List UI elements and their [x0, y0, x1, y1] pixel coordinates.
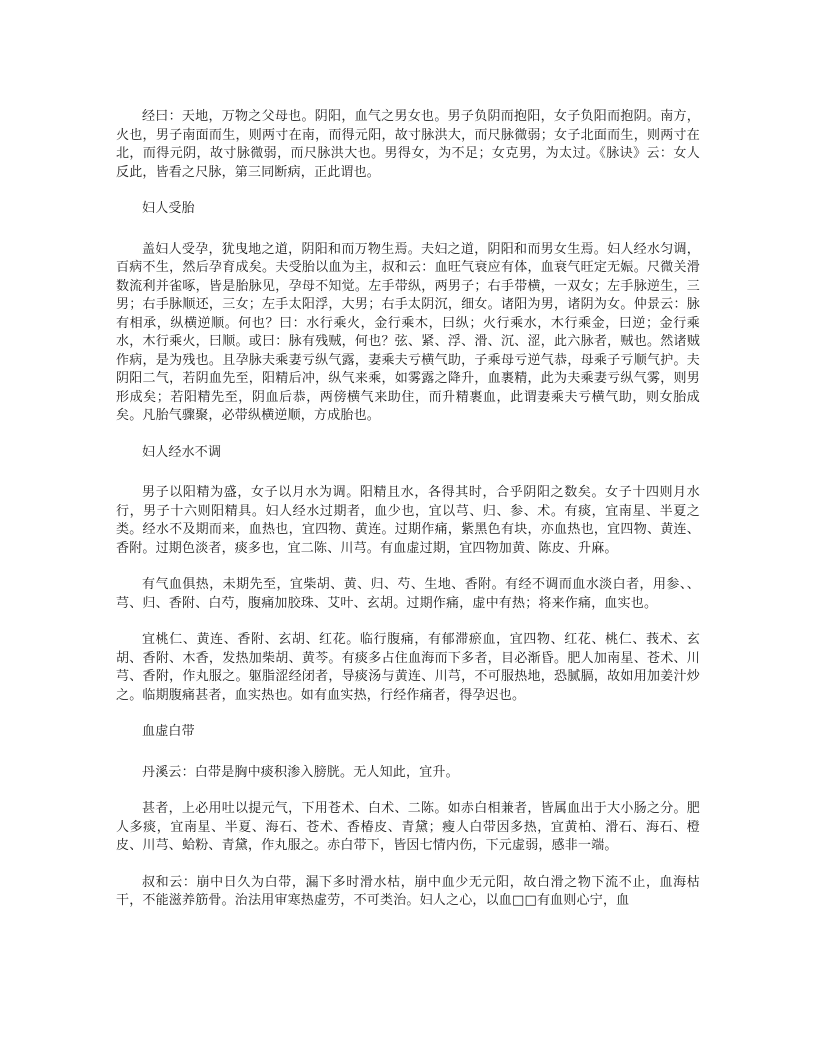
paragraph-jing-shui-1: 男子以阳精为盛，女子以月水为调。阳精且水，各得其时，合乎阴阳之数矣。女子十四则月水行，男子十六则阳精具。妇人经水过期者，血少也，宜以芎、归、参、术。有痰，宜南星、半夏之类。经水不及期而来，血热也，宜四物、黄连。过期作痛，紫黑色有块，亦血热也，宜四物、黄连、香附。过期色淡者，痰多也，宜二陈、川芎。有血虚过期，宜四物加黄、陈皮、升麻。 — [116, 485, 700, 556]
paragraph-shu-he: 叔和云：崩中日久为白带，漏下多时滑水枯，崩中血少无元阳，故白滑之物下流不止，血海枯干，不能滋养筋骨。治法用审寒热虚劳，不可类治。妇人之心，以血□□有血则心宁，血 — [116, 874, 700, 908]
paragraph-shen-zhe: 甚者，上必用吐以提元气，下用苍术、白术、二陈。如赤白相兼者，皆属血出于大小肠之分。肥人多痰，宜南星、半夏、海石、苍术、香椿皮、青黛；瘦人白带因多热，宜黄柏、滑石、海石、橙皮、川芎、蛤粉、青黛，作丸服之。赤白带下，皆因七情内伤，下元虚弱，感非一端。 — [116, 801, 700, 853]
document-page — [116, 108, 700, 929]
section-heading-fu-ren-shou-tai: 妇人受胎 — [142, 201, 195, 216]
paragraph-jing-shui-2: 有气血俱热，未期先至，宜柴胡、黄、归、芍、生地、香附。有经不调而血水淡白者，用参、、芎、归、香附、白芍，腹痛加胶珠、艾叶、玄胡。过期作痛，虚中有热；将来作痛，血实也。 — [116, 577, 700, 611]
paragraph-dan-xi: 丹溪云：白带是胸中痰积渗入膀胱。无人知此，宜升。 — [142, 764, 459, 780]
paragraph-shou-tai: 盖妇人受孕，犹曳地之道，阴阳和而万物生焉。夫妇之道，阴阳和而男女生焉。妇人经水匀调，百病不生，然后孕育成矣。夫受胎以血为主，叔和云：血旺气衰应有体，血衰气旺定无娠。尺微关滑数流利并雀啄，皆是胎脉见，孕母不知觉。左手带纵，两男子；右手带横，一双女；左手脉逆生，三男；右手脉顺还，三女；左手太阳浮，大男；右手太阴沉，细女。诸阳为男，诸阴为女。仲景云：脉有相承，纵横逆顺。何也？曰：水行乘火，金行乘木，曰纵；火行乘水，木行乘金，曰逆；金行乘水，木行乘火，曰顺。或曰：脉有残贼，何也？弦、紧、浮、滑、沉、涩，此六脉者，贼也。然诸贼作病，是为残也。且孕脉夫乘妻亏纵气露，妻乘夫亏横气助，子乘母亏逆气恭，母乘子亏顺气护。夫阴阳二气，若阴血先至，阳精后冲，纵气来乘，如雾露之降升，血裹精，此为夫乘妻亏纵气雾，则男形成矣；若阳精先至，阴血后恭，两傍横气来助住，而升精裹血，此谓妻乘夫亏横气助，则女胎成矣。凡胎气骤聚，必带纵横逆顺，方成胎也。 — [116, 241, 700, 423]
paragraph-jing-yue: 经曰：天地，万物之父母也。阴阳，血气之男女也。男子负阴而抱阳，女子负阳而抱阴。南方，火也，男子南面而生，则两寸在南，而得元阳，故寸脉洪大，而尺脉微弱；女子北面而生，则两寸在北，而得元阴，故寸脉微弱，而尺脉洪大也。男得女，为不足；女克男，为太过。《脉诀》云：女人反此，皆看之尺脉，第三同断病，正此谓也。 — [116, 109, 700, 180]
section-heading-xue-xu-bai-dai: 血虚白带 — [142, 724, 195, 739]
section-heading-jing-shui-bu-tiao: 妇人经水不调 — [142, 444, 222, 460]
paragraph-jing-shui-3: 宜桃仁、黄连、香附、玄胡、红花。临行腹痛，有郁滞瘀血，宜四物、红花、桃仁、莪术、玄胡、香附、木香，发热加柴胡、黄芩。有痰多占住血海而下多者，目必渐昏。肥人加南星、苍术、川芎、香附，作丸服之。躯脂涩经闭者，导痰汤与黄连、川芎，不可服热地，恐腻膈，故如用加姜汁炒之。临期腹痛甚者，血实热也。如有血实热，行经作痛者，得孕迟也。 — [116, 632, 700, 703]
